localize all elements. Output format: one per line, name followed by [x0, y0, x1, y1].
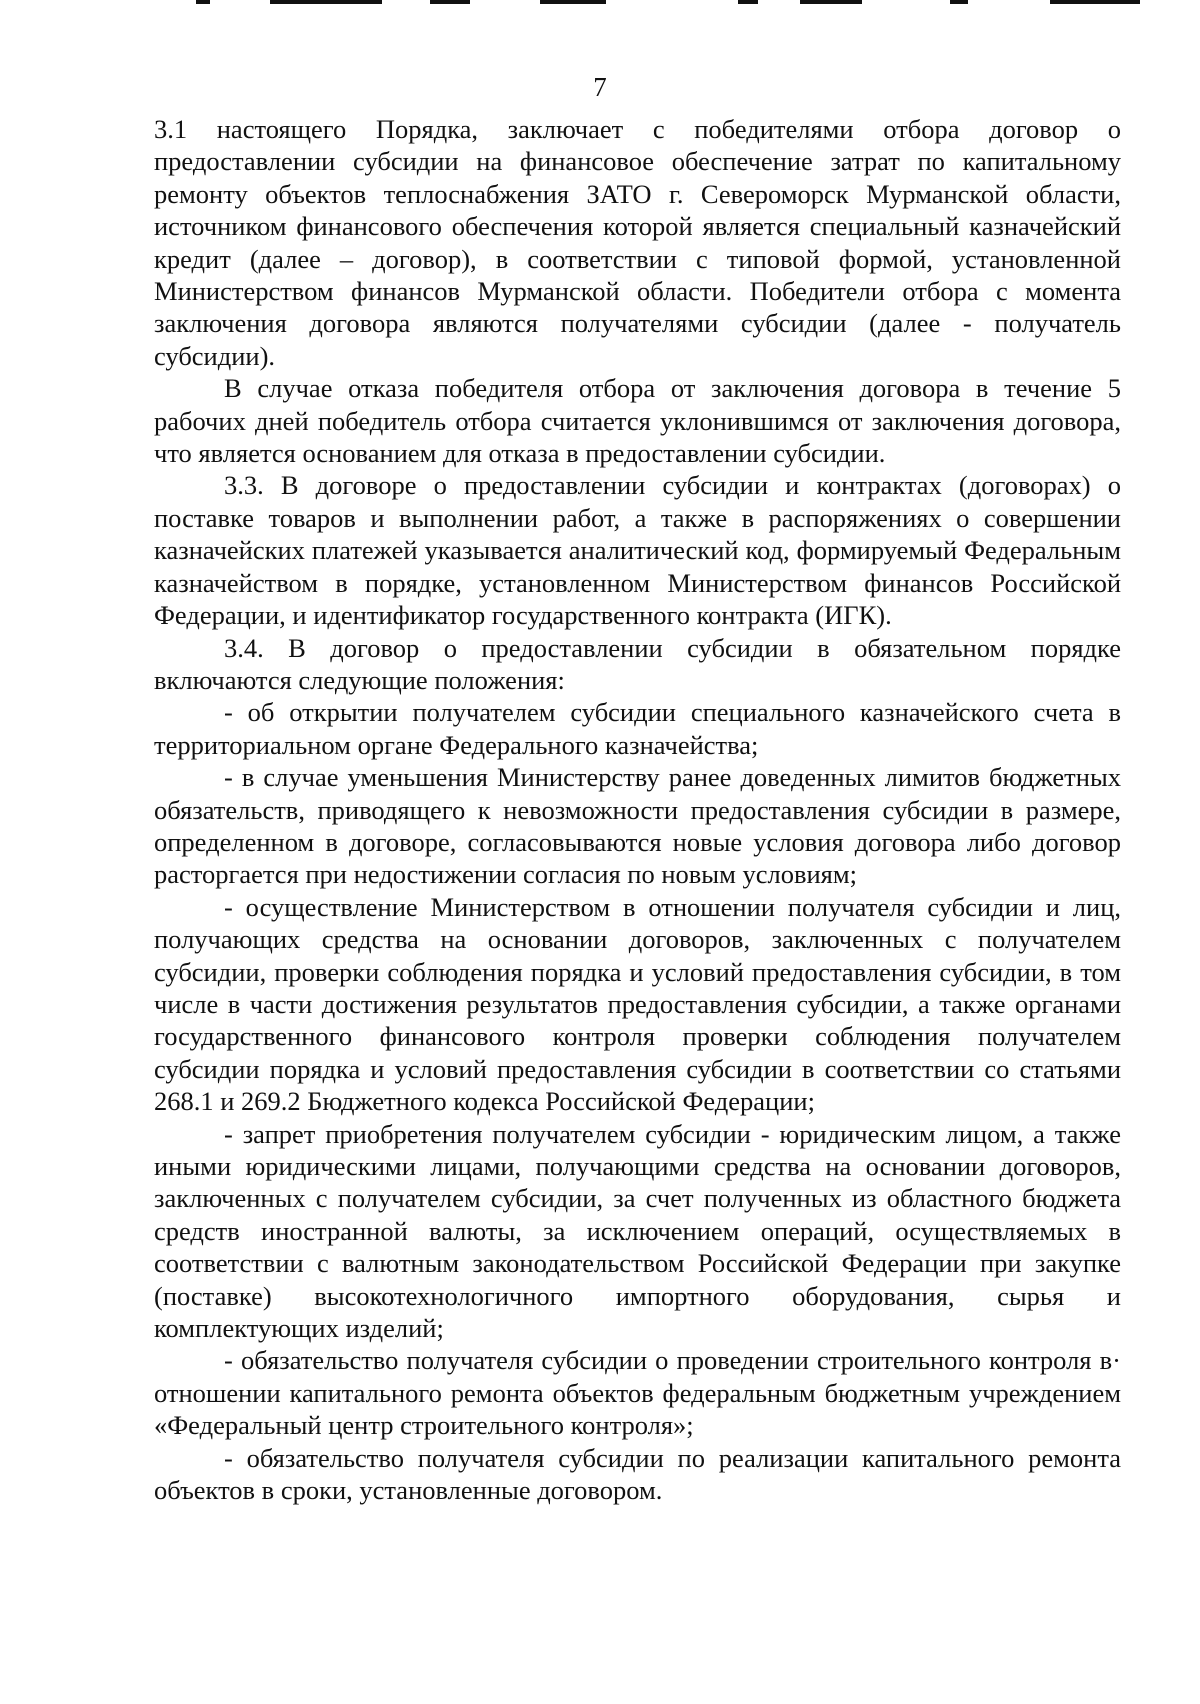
scan-artifact [950, 0, 968, 4]
scan-artifact [800, 0, 862, 4]
scan-artifact [540, 0, 606, 4]
scan-artifact [430, 0, 470, 4]
scan-artifact [738, 0, 758, 4]
paragraph-refusal: В случае отказа победителя отбора от заключения договора в течение 5 рабочих дней победитель отбора считается уклонившимся от заключения договора, что является основанием для отказа в предоставлении субсидии. [154, 373, 1121, 469]
page-number: 7 [593, 72, 607, 102]
scan-artifact [196, 0, 210, 4]
paragraph-3-4: 3.4. В договор о предоставлении субсидии в обязательном порядке включаются следующие положения: [154, 632, 1121, 695]
list-item-inspection: - осуществление Министерством в отношении получателя субсидии и лиц, получающих средства на основании договоров, заключенных с получателем субсидии, проверки соблюдения порядка и условий предоставления субсидии, в том числе в части достижения результатов предоставления субсидии, а также органами государственного финансового контроля проверки соблюдения получателем субсидии порядка и условий предоставления субсидии в соответствии со статьями 268.1 и 269.2 Бюджетного кодекса Российской Федерации; [154, 891, 1121, 1117]
list-item-construction-control: - обязательство получателя субсидии о проведении строительного контроля в· отношении капитального ремонта объектов федеральным бюджетным учреждением «Федеральный центр строительного контроля»; [154, 1345, 1121, 1441]
list-item-repair-deadline: - обязательство получателя субсидии по реализации капитального ремонта объектов в сроки, установленные договором. [154, 1442, 1121, 1506]
list-item-limits-reduction: - в случае уменьшения Министерству ранее доведенных лимитов бюджетных обязательств, приводящего к невозможности предоставления субсидии в размере, определенном в договоре, согласовываются новые условия договора либо договор расторгается при недостижении согласия по новым условиям; [154, 762, 1121, 890]
list-item-currency-ban: - запрет приобретения получателем субсидии - юридическим лицом, а также иными юридическими лицами, получающими средства на основании договоров, заключенных с получателем субсидии, за счет полученных из областного бюджета средств иностранной валюты, за исключением операций, осуществляемых в соответствии с валютным законодательством Российской Федерации при закупке (поставке) высокотехнологичного импортного оборудования, сырья и комплектующих изделий; [154, 1118, 1121, 1344]
scan-artifact [1050, 0, 1140, 4]
paragraph-3-3: 3.3. В договоре о предоставлении субсидии и контрактах (договорах) о поставке товаров и выполнении работ, а также в распоряжениях о совершении казначейских платежей указывается аналитический код, формируемый Федеральным казначейством в порядке, установленном Министерством финансов Российской Федерации, и идентификатор государственного контракта (ИГК). [154, 470, 1121, 631]
scan-artifact [270, 0, 382, 4]
list-item-treasury-account: - об открытии получателем субсидии специального казначейского счета в территориальном органе Федерального казначейства; [154, 697, 1121, 760]
document-body [154, 113, 1121, 1506]
paragraph-continuation: 3.1 настоящего Порядка, заключает с победителями отбора договор о предоставлении субсидии на финансовое обеспечение затрат по капитальному ремонту объектов теплоснабжения ЗАТО г. Североморск Мурманской области, источником финансового обеспечения которой является специальный казначейский кредит (далее – договор), в соответствии с типовой формой, установленной Министерством финансов Мурманской области. Победители отбора с момента заключения договора являются получателями субсидии (далее - получатель субсидии). [154, 114, 1121, 371]
